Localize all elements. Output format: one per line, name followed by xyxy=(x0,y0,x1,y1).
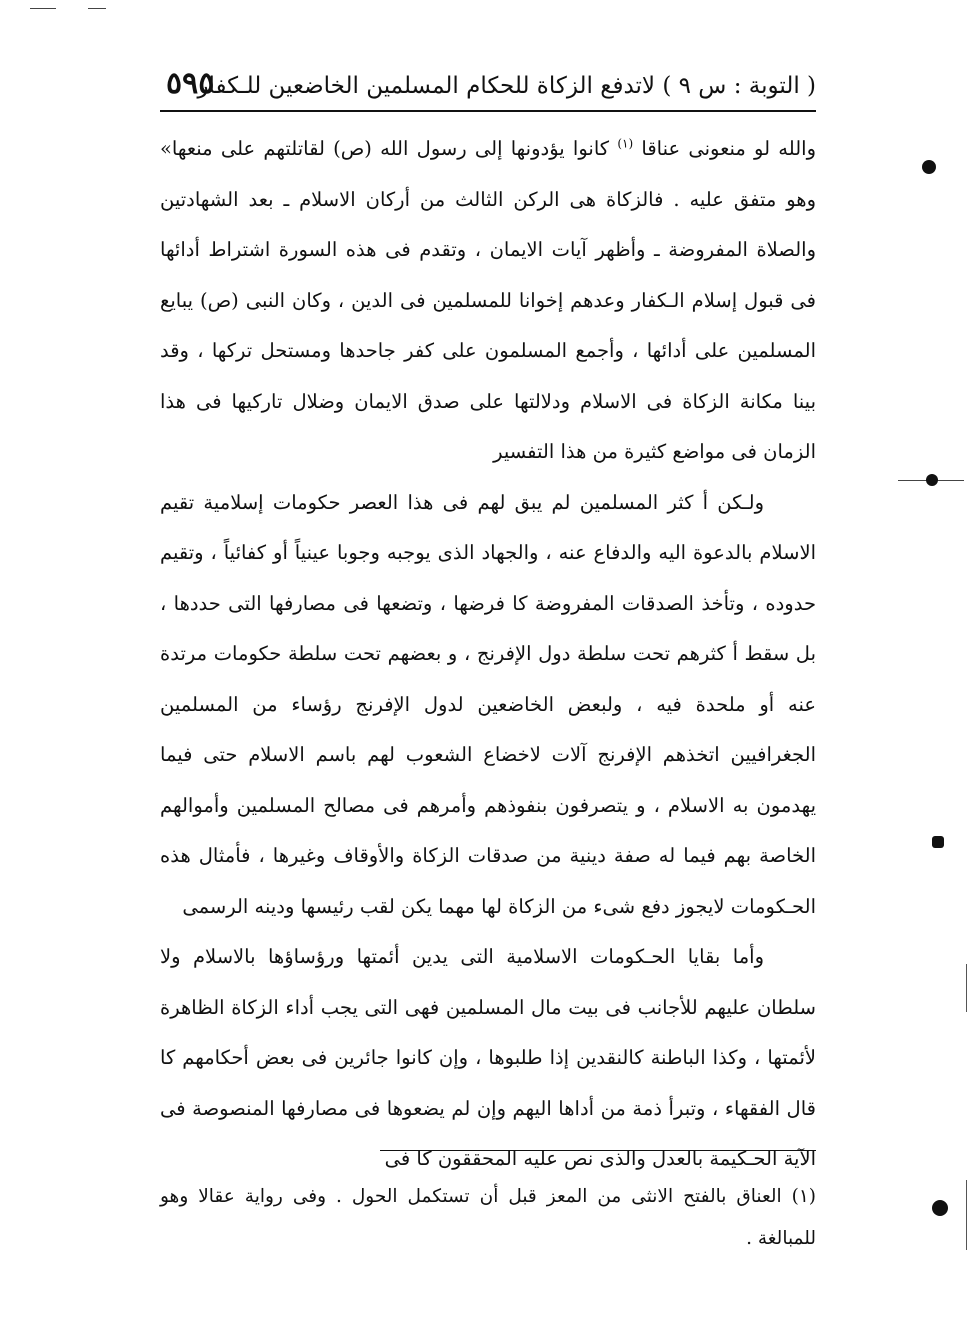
scan-dash-mark xyxy=(88,8,106,9)
scan-blot-mark xyxy=(922,160,936,174)
paragraph-3: وأما بقايا الحـكومات الاسلامية التى يدين أئمتها ورؤساؤها بالاسلام ولا سلطان عليهم للأجانب فى بيت مال المسلمين فهى التى يجب أداء الزكاة الظاهرة لأئمتها ، وكذا الباطنة كالنقدين إذا طلبوها ، وإن كانوا جائرين فى بعض أحكامهم كا قال الفقهاء ، وتبرأ ذمة من أداها اليهم وإن لم يضعوها فى مصارفها المنصوصة فى الآية الحـكيمة بالعدل والذى نص عليه المحققون كا فى xyxy=(160,945,816,1170)
paragraph-1-start: والله لو منعونى عناقا xyxy=(633,137,816,160)
header-rule xyxy=(160,110,816,112)
footnote-rule xyxy=(380,1150,816,1151)
paragraph-2: ولـكن أ كثر المسلمين لم يبق لهم فى هذا العصر حكومات إسلامية تقيم الاسلام بالدعوة اليه والدفاع عنه ، والجهاد الذى يوجبه وجوبا عينياً أو كفائياً ، وتقيم حدوده ، وتأخذ الصدقات المفروضة كا فرضها ، وتضعها فى مصارفها التى حددها ، بل سقط أ كثرهم تحت سلطة دول الإفرنج ، و بعضهم تحت سلطة حكومات مرتدة عنه أو ملحدة فيه ، ولبعض الخاضعين لدول الإفرنج رؤساء من المسلمين الجغرافيين اتخذهم الإفرنج آلات لاخضاع الشعوب لهم باسم الاسلام حتى فيما يهدمون به الاسلام ، و يتصرفون بنفوذهم وأمرهم فى مصالح المسلمين وأموالهم الخاصة بهم فيما له صفة دينية من صدقات الزكاة والأوقاف وغيرها ، فأمثال هذه الحـكومات لايجوز دفع شىء من الزكاة لها مهما يكن لقب رئيسها ودينه الرسمى xyxy=(160,490,816,918)
footnote-text: (١) العناق بالفتح الانثى من المعز قبل أن تستكمل الحول . وفى رواية عقالا وهو للمبالغة . xyxy=(160,1186,816,1249)
scan-blot-mark xyxy=(926,474,938,486)
page-header xyxy=(160,66,816,106)
footnote xyxy=(160,1176,816,1260)
page-number: ٥٩٥ xyxy=(166,66,215,101)
paragraph-1-rest: كانوا يؤدونها إلى رسول الله (ص) لقاتلتهم على منعها» وهو متفق عليه . فالزكاة هى الركن الثالث من أركان الاسلام ـ بعد الشهادتين والصلاة المفروضة ـ وأظهر آيات الايمان ، وتقدم فى هذه السورة اشتراط أدائها فى قبول إسلام الـكفار وعدهم إخوانا للمسلمين فى الدين ، وكان النبى (ص) يبايع المسلمين على أدائها ، وأجمع المسلمون على كفر جاحدها ومستحل تركها ، وقد بينا مكانة الزكاة فى الاسلام ودلالتها على صدق الايمان وضلال تاركيها فى هذا الزمان فى مواضع كثيرة من هذا التفسير xyxy=(160,137,816,463)
running-title: ( التوبة : س ٩ ) لاتدفع الزكاة للحكام المسلمين الخاضعين للـكفار xyxy=(197,73,816,99)
main-text xyxy=(160,124,816,1185)
scan-edge-line xyxy=(966,1180,967,1250)
scan-blot-mark xyxy=(932,1200,948,1216)
scan-dash-mark xyxy=(30,8,56,9)
footnote-marker[interactable]: (١) xyxy=(617,136,634,151)
scan-blot-mark xyxy=(932,836,944,848)
scan-edge-line xyxy=(966,964,967,1012)
paragraph-1 xyxy=(160,124,816,478)
